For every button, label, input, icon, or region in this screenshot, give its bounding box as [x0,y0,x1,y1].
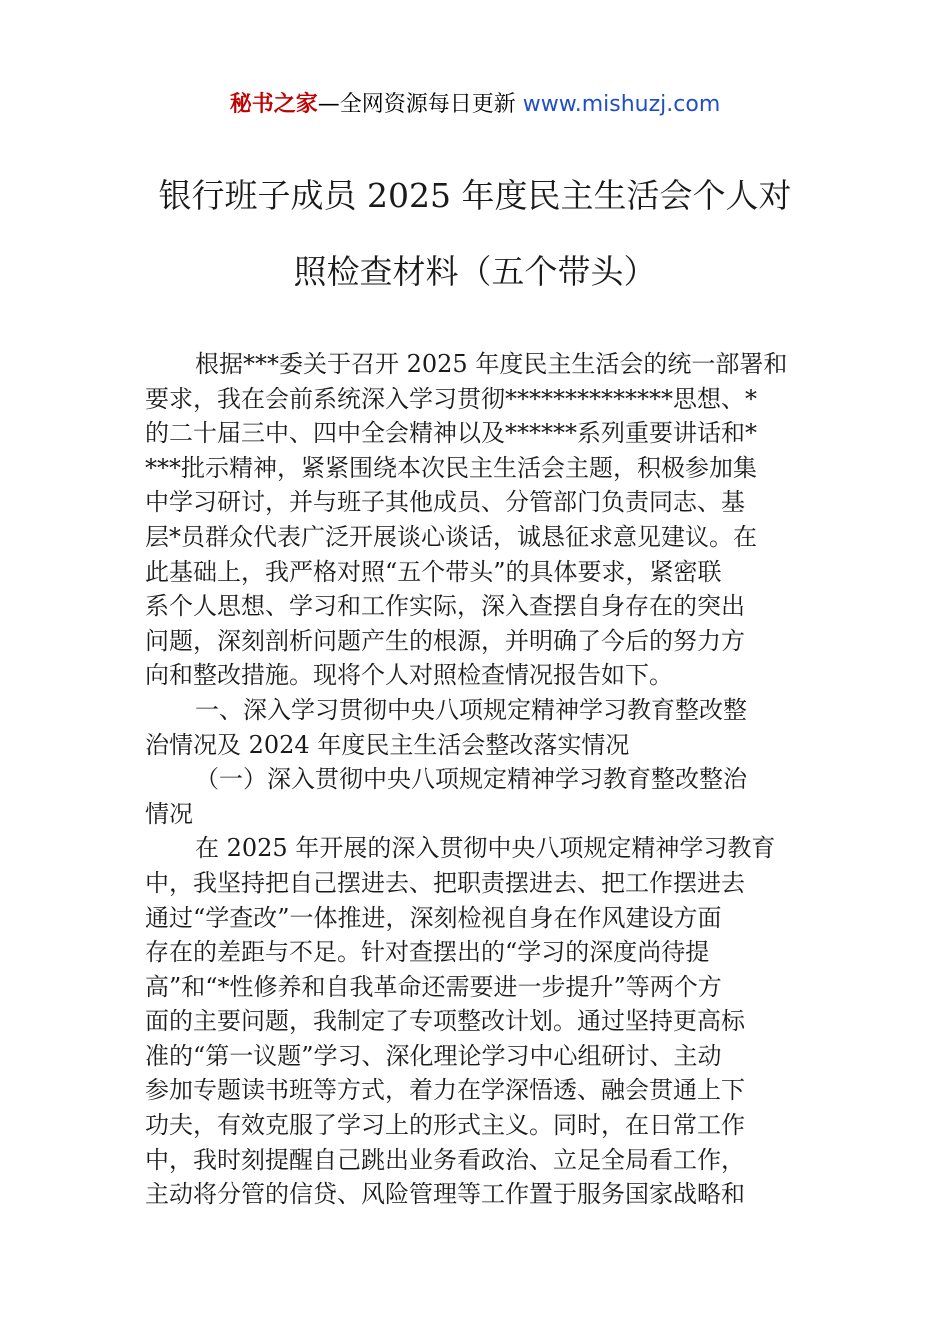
site-name: 秘书之家 [229,92,318,117]
text-line: 的二十届三中、四中全会精神以及******系列重要讲话和* [145,419,757,448]
text-line: ***批示精神，紧紧围绕本次民主生活会主题，积极参加集 [145,453,757,482]
site-header [0,88,950,122]
document-title [120,158,830,310]
text-line: 通过“学查改”一体推进，深刻检视自身在作风建设方面 [145,903,722,932]
text-line: 功夫，有效克服了学习上的形式主义。同时，在日常工作 [145,1111,745,1140]
text-line: 高”和“*性修养和自我革命还需要进一步提升”等两个方 [145,972,722,1001]
text-line: 此基础上，我严格对照“五个带头”的具体要求，紧密联 [145,557,722,586]
text-line: 参加专题读书班等方式，着力在学深悟透、融会贯通上下 [145,1076,745,1105]
text-line: 在 2025 年开展的深入贯彻中央八项规定精神学习教育 [195,834,776,863]
title-line-2: 照检查材料（五个带头） [293,252,657,291]
site-url-link[interactable]: www.mishuzj.com [522,92,721,117]
text-line: 中，我坚持把自己摆进去、把职责摆进去、把工作摆进去 [145,868,745,897]
text-line: 要求，我在会前系统深入学习贯彻**************思想、* [145,384,757,413]
document-body [145,347,811,1212]
text-line: 面的主要问题，我制定了专项整改计划。通过坚持更高标 [145,1007,745,1036]
text-line: 中学习研讨，并与班子其他成员、分管部门负责同志、基 [145,488,745,517]
text-line: 问题，深刻剖析问题产生的根源，并明确了今后的努力方 [145,626,745,655]
section-heading-1-cont: 治情况及 2024 年度民主生活会整改落实情况 [145,730,630,759]
subsection-heading-1: （一）深入贯彻中央八项规定精神学习教育整改整治 [195,765,747,794]
text-line: 系个人思想、学习和工作实际，深入查摆自身存在的突出 [145,592,745,621]
text-line: 主动将分管的信贷、风险管理等工作置于服务国家战略和 [145,1180,745,1209]
text-line: 准的“第一议题”学习、深化理论学习中心组研讨、主动 [145,1041,722,1070]
title-line-1: 银行班子成员 2025 年度民主生活会个人对 [158,176,792,215]
text-line: 存在的差距与不足。针对查摆出的“学习的深度尚待提 [145,938,710,967]
text-line: 层*员群众代表广泛开展谈心谈话，诚恳征求意见建议。在 [145,522,757,551]
text-line: 向和整改措施。现将个人对照检查情况报告如下。 [145,661,673,690]
subsection-heading-1-cont: 情况 [145,799,193,828]
section-heading-1: 一、深入学习贯彻中央八项规定精神学习教育整改整 [195,695,747,724]
text-line: 中，我时刻提醒自己跳出业务看政治、立足全局看工作， [145,1145,745,1174]
site-slogan: —全网资源每日更新 [317,92,516,117]
text-line: 根据***委关于召开 2025 年度民主生活会的统一部署和 [195,350,788,378]
